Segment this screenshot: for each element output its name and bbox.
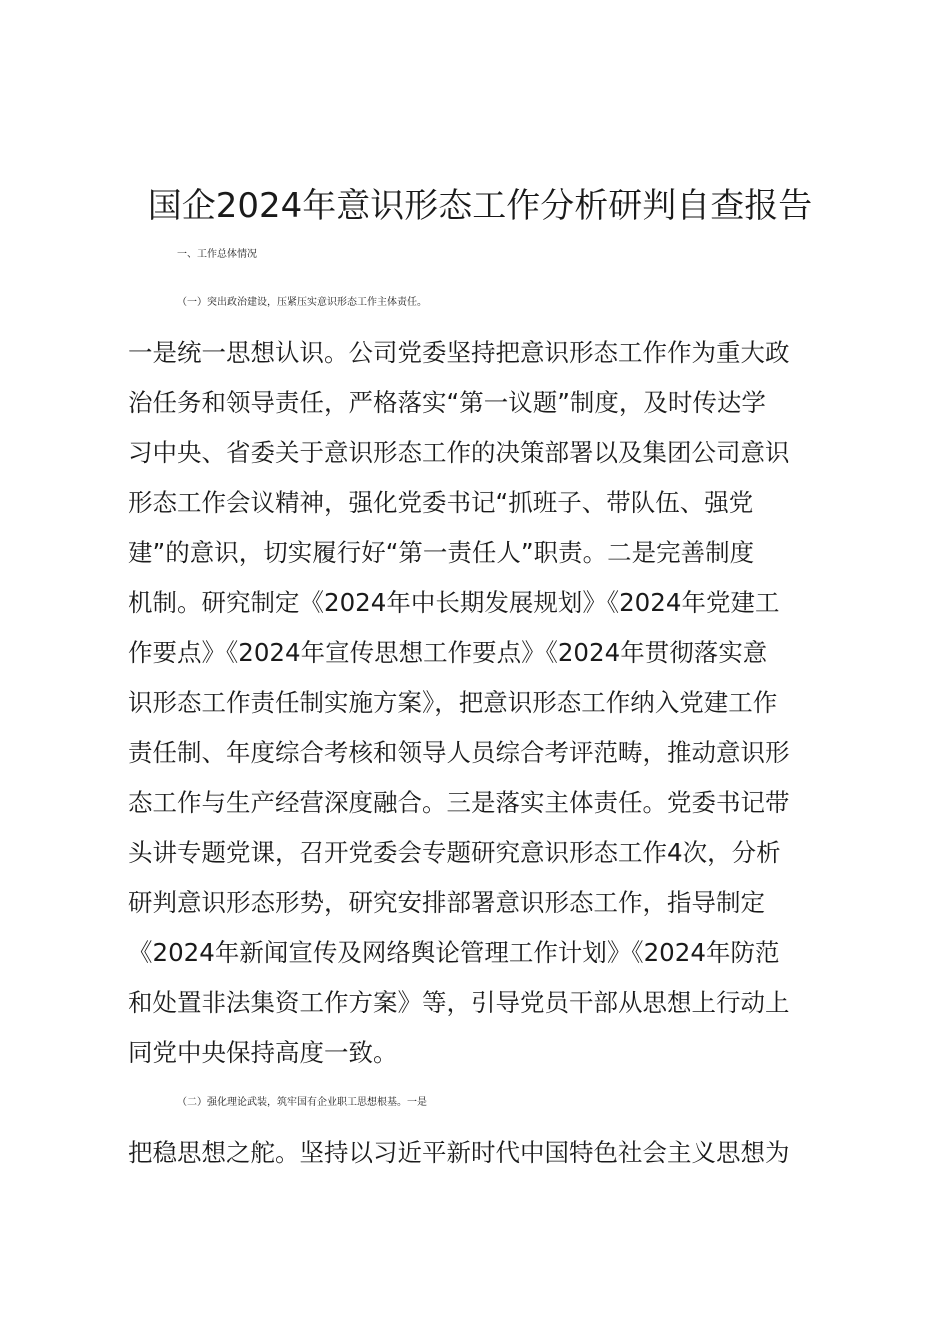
paragraph-line: 和处置非法集资工作方案》等，引导党员干部从思想上行动上 <box>128 988 790 1017</box>
paragraph-line: 责任制、年度综合考核和领导人员综合考评范畴，推动意识形 <box>128 738 790 767</box>
subsection-heading: （一）突出政治建设，压紧压实意识形态工作主体责任。 <box>177 297 427 308</box>
paragraph-line: 形态工作会议精神，强化党委书记“抓班子、带队伍、强党 <box>128 488 754 517</box>
document-title: 国企2024年意识形态工作分析研判自查报告 <box>147 186 813 226</box>
section-heading: 一、工作总体情况 <box>177 249 257 260</box>
paragraph-line: 作要点》《2024年宣传思想工作要点》《2024年贯彻落实意 <box>128 638 768 667</box>
paragraph-line: 治任务和领导责任，严格落实“第一议题”制度，及时传达学 <box>128 388 766 417</box>
paragraph-line: 研判意识形态形势，研究安排部署意识形态工作，指导制定 <box>128 888 765 917</box>
paragraph-line: 习中央、省委关于意识形态工作的决策部署以及集团公司意识 <box>128 438 790 467</box>
subsection-heading: （二）强化理论武装，筑牢国有企业职工思想根基。一是 <box>177 1097 427 1108</box>
paragraph-line: 头讲专题党课，召开党委会专题研究意识形态工作4次，分析 <box>128 838 781 867</box>
paragraph-line: 建”的意识，切实履行好“第一责任人”职责。二是完善制度 <box>128 538 755 567</box>
paragraph-line: 《2024年新闻宣传及网络舆论管理工作计划》《2024年防范 <box>128 938 780 967</box>
paragraph-line: 同党中央保持高度一致。 <box>128 1038 398 1067</box>
paragraph-line: 把稳思想之舵。坚持以习近平新时代中国特色社会主义思想为 <box>128 1138 790 1167</box>
paragraph-line: 态工作与生产经营深度融合。三是落实主体责任。党委书记带 <box>128 788 790 817</box>
paragraph-line: 一是统一思想认识。公司党委坚持把意识形态工作作为重大政 <box>128 338 790 367</box>
paragraph-line: 机制。研究制定《2024年中长期发展规划》《2024年党建工 <box>128 588 780 617</box>
paragraph-line: 识形态工作责任制实施方案》，把意识形态工作纳入党建工作 <box>128 688 778 717</box>
